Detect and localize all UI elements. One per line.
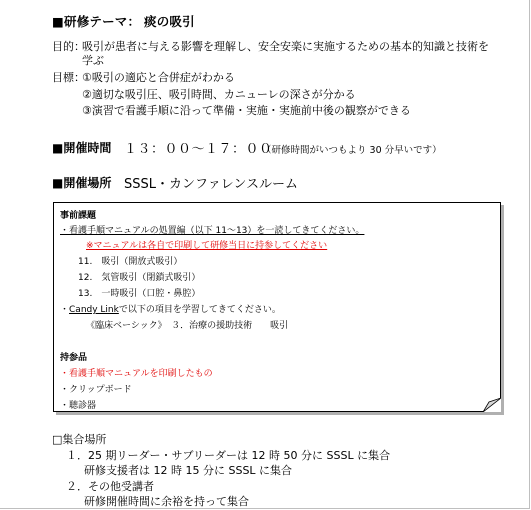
schedule-time: １３：００〜１７：００ <box>124 142 273 157</box>
manual-item-13: 13. 一時吸引（口腔・鼻腔） <box>78 289 201 299</box>
meeting-item-1-sub: 研修支援者は 12 時 15 分に SSSL に集合 <box>84 464 293 477</box>
prework-line-1 <box>60 223 364 236</box>
prework-heading: 事前課題 <box>60 211 97 221</box>
manual-item-11: 11. 吸引（開放式吸引） <box>78 257 183 267</box>
candy-link[interactable]: Candy Link <box>69 305 119 315</box>
schedule-label: ■開催時間 <box>52 141 112 155</box>
goal-item-2: ②適切な吸引圧、吸引時間、カニューレの深さが分かる <box>82 88 356 101</box>
prework-print-note: ※マニュアルは各自で印刷して研修当日に持参してください <box>86 241 328 251</box>
candy-detail: 《臨床ベーシック》 ３．治療の援助技術 吸引 <box>86 321 289 331</box>
belonging-manual: ・看護手順マニュアルを印刷したもの <box>60 369 213 379</box>
belonging-stethoscope: ・聴診器 <box>60 401 97 411</box>
purpose-line-1: 吸引が患者に与える影響を理解し、安全安楽に実施するための基本的知識と技術を <box>82 40 489 53</box>
goals-label: 目標： <box>52 71 85 84</box>
page-curl-icon <box>483 398 501 412</box>
venue-label: ■開催場所 <box>52 176 112 190</box>
candy-prefix: ・ <box>60 305 70 315</box>
venue-place: SSSL・カンファレンスルーム <box>124 177 299 192</box>
meeting-item-2-sub: 研修開催時間に余裕を持って集合 <box>84 495 249 508</box>
purpose-label: 目的： <box>52 40 85 53</box>
belonging-clipboard: ・クリップボード <box>60 385 132 395</box>
schedule-note: （研修時間がいつもより 30 分早いです） <box>262 145 442 156</box>
goal-item-3: ③演習で看護手順に沿って準備・実施・実施前中後の観察ができる <box>82 104 411 117</box>
theme-title: 痰の吸引 <box>144 14 195 29</box>
meeting-item-2: ２．その他受講者 <box>66 480 154 493</box>
candy-suffix: で以下の項目を学習してきてください。 <box>118 305 281 315</box>
theme-label: ■研修テーマ： <box>52 14 141 29</box>
meeting-label: □集合場所 <box>52 433 107 446</box>
belongings-heading: 持参品 <box>60 353 88 363</box>
meeting-item-1: １．25 期リーダー・サブリーダーは 12 時 50 分に SSSL に集合 <box>66 449 391 462</box>
candy-link-line <box>60 302 281 315</box>
goal-item-1: ①吸引の適応と合併症がわかる <box>82 71 235 84</box>
prework-line-1-text: ・看護手順マニュアルの処置編（以下 11〜13）を一読してきてください。 <box>60 226 365 236</box>
manual-item-12: 12. 気管吸引（閉鎖式吸引） <box>78 273 201 283</box>
purpose-line-2: 学ぶ <box>82 54 104 67</box>
